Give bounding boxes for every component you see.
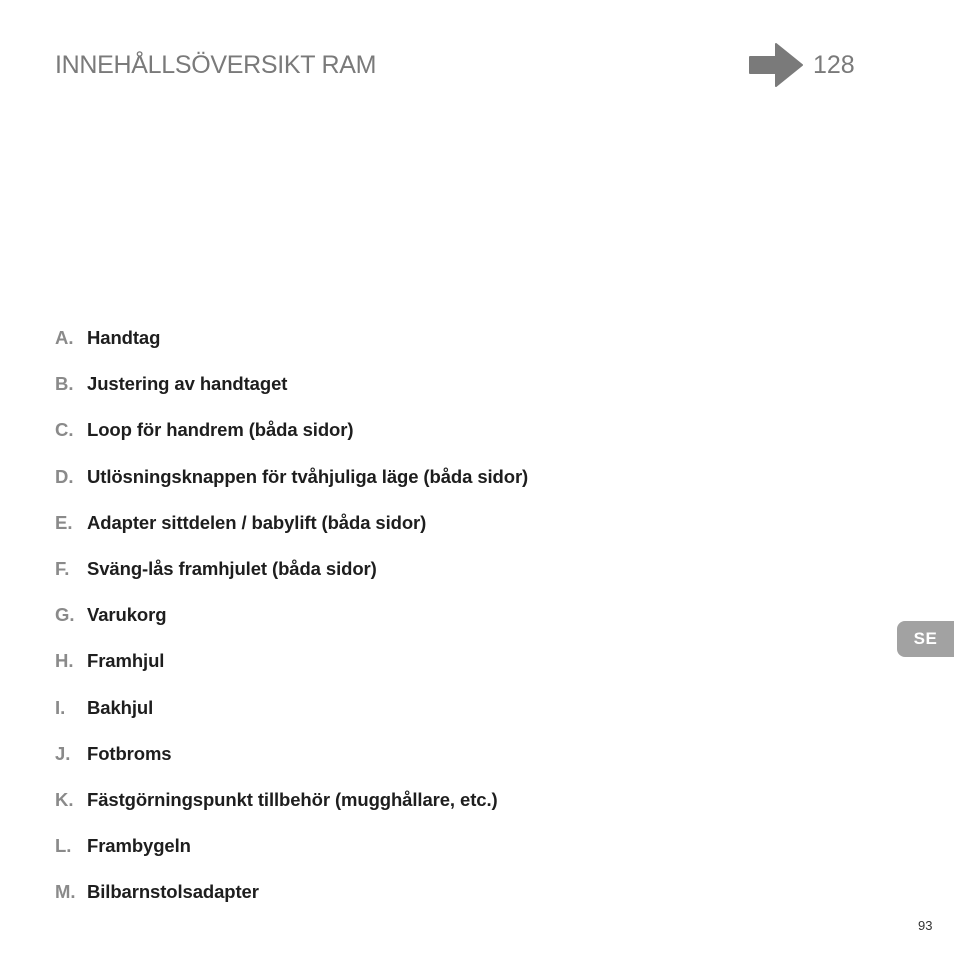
item-label: Loop för handrem (båda sidor) [87, 419, 354, 441]
arrow-right-icon [749, 42, 803, 88]
item-letter: B. [55, 373, 74, 395]
item-letter: F. [55, 557, 70, 579]
item-letter: C. [55, 419, 74, 441]
item-label: Adapter sittdelen / babylift (båda sidor) [87, 511, 427, 533]
list-item [55, 511, 528, 557]
item-letter: I. [55, 696, 66, 718]
list-item [55, 418, 528, 464]
item-label: Bakhjul [87, 696, 154, 718]
item-label: Framhjul [87, 650, 165, 672]
item-letter: A. [55, 327, 74, 348]
language-tab: SE [897, 621, 954, 657]
list-item [55, 834, 528, 880]
list-item [55, 603, 528, 649]
list-item [55, 326, 528, 372]
item-label: Sväng-lås framhjulet (båda sidor) [87, 557, 377, 579]
item-label: Fotbroms [87, 742, 172, 764]
page-number: 93 [918, 918, 933, 933]
reference-page-number: 128 [813, 51, 855, 79]
item-letter: L. [55, 835, 72, 857]
item-letter: M. [55, 881, 76, 903]
page-title: INNEHÅLLSÖVERSIKT RAM [55, 51, 377, 79]
list-item [55, 649, 528, 695]
item-label: Fästgörningspunkt tillbehör (mugghållare, etc.) [87, 788, 498, 810]
item-label: Utlösningsknappen för tvåhjuliga läge (båda sidor) [87, 465, 529, 487]
item-label: Varukorg [87, 604, 167, 626]
item-letter: E. [55, 511, 73, 533]
item-label: Handtag [87, 327, 161, 348]
list-item [55, 788, 528, 834]
list-item [55, 372, 528, 418]
item-letter: H. [55, 650, 74, 672]
list-item [55, 465, 528, 511]
item-label: Bilbarnstolsadapter [87, 881, 259, 903]
item-letter: G. [55, 604, 75, 626]
parts-list [55, 326, 528, 926]
list-item [55, 696, 528, 742]
item-label: Frambygeln [87, 835, 191, 857]
list-item [55, 880, 528, 926]
list-item [55, 742, 528, 788]
item-letter: D. [55, 465, 74, 487]
list-item [55, 557, 528, 603]
item-letter: K. [55, 788, 74, 810]
item-letter: J. [55, 742, 71, 764]
item-label: Justering av handtaget [87, 373, 288, 395]
